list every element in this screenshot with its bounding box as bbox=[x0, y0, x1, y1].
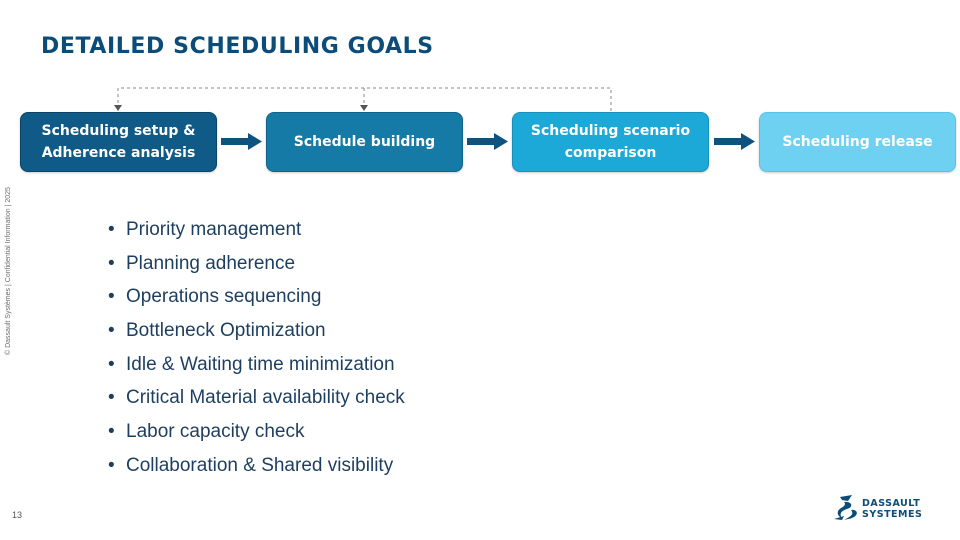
step-label-line: Scheduling setup & bbox=[41, 123, 196, 139]
flow-arrow-2 bbox=[467, 133, 508, 150]
step-scheduling-release bbox=[759, 112, 956, 172]
list-item bbox=[108, 279, 405, 313]
confidentiality-note: © Dassault Systèmes | Confidential Information | 2025 bbox=[5, 187, 12, 355]
list-item bbox=[108, 212, 405, 246]
logo-line: SYSTEMES bbox=[862, 509, 923, 520]
list-item bbox=[108, 448, 405, 482]
bullet-icon: • bbox=[108, 353, 115, 375]
list-item-text: Operations sequencing bbox=[126, 286, 322, 308]
logo-line: DASSAULT bbox=[862, 498, 921, 509]
list-item bbox=[108, 313, 405, 347]
step-label-line: Scheduling release bbox=[782, 134, 933, 150]
slide-title: DETAILED SCHEDULING GOALS bbox=[41, 34, 434, 59]
list-item-text: Collaboration & Shared visibility bbox=[126, 454, 394, 476]
step-label-line: Adherence analysis bbox=[41, 145, 196, 161]
flow-arrow-3 bbox=[714, 133, 755, 150]
list-item-text: Planning adherence bbox=[126, 252, 296, 274]
step-schedule-building bbox=[266, 112, 463, 172]
list-item bbox=[108, 347, 405, 381]
step-label-line: Scheduling scenario bbox=[530, 123, 691, 139]
list-item-text: Labor capacity check bbox=[126, 421, 305, 443]
list-item-text: Idle & Waiting time minimization bbox=[126, 353, 395, 375]
page-number: 13 bbox=[12, 510, 23, 520]
step-scenario-comparison bbox=[512, 112, 709, 172]
list-item-text: Bottleneck Optimization bbox=[126, 320, 326, 342]
bullet-icon: • bbox=[108, 387, 115, 409]
list-item bbox=[108, 246, 405, 280]
bullet-icon: • bbox=[108, 219, 115, 240]
bullet-icon: • bbox=[108, 454, 115, 476]
feedback-arrowheads bbox=[114, 105, 368, 111]
list-item-text: Critical Material availability check bbox=[126, 387, 405, 409]
flow-arrow-1 bbox=[221, 133, 262, 150]
step-label-line: comparison bbox=[564, 145, 657, 161]
goals-list bbox=[108, 212, 405, 482]
step-label-line: Schedule building bbox=[293, 134, 436, 150]
step-scheduling-setup bbox=[20, 112, 217, 172]
bullet-icon: • bbox=[108, 286, 115, 308]
bullet-icon: • bbox=[108, 320, 115, 342]
list-item-text: Priority management bbox=[126, 219, 302, 240]
list-item bbox=[108, 380, 405, 414]
logo-wordmark bbox=[862, 498, 922, 520]
list-item bbox=[108, 414, 405, 448]
bullet-icon: • bbox=[108, 421, 115, 443]
bullet-icon: • bbox=[108, 252, 115, 274]
